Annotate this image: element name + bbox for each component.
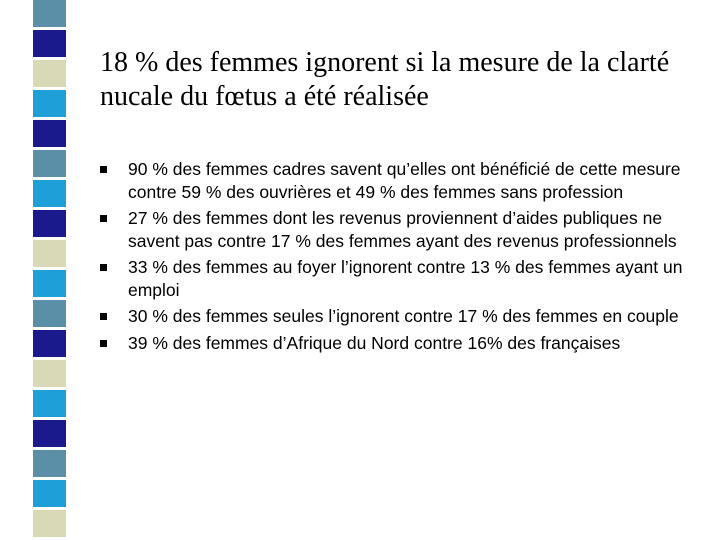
decorative-stripe: [0, 0, 66, 540]
stripe-block-fill: [33, 510, 66, 537]
stripe-block-fill: [33, 330, 66, 357]
bullet-item: [100, 256, 710, 301]
bullet-item: [100, 332, 710, 355]
bullet-item: [100, 305, 710, 328]
bullet-item: [100, 207, 710, 252]
stripe-block: [0, 450, 66, 480]
stripe-block: [0, 210, 66, 240]
stripe-block: [0, 150, 66, 180]
stripe-block: [0, 60, 66, 90]
square-bullet-icon: [100, 166, 107, 173]
stripe-block-fill: [33, 420, 66, 447]
stripe-block: [0, 270, 66, 300]
stripe-block: [0, 390, 66, 420]
bullet-text: 33 % des femmes au foyer l’ignorent contre 13 % des femmes ayant un emploi: [128, 257, 683, 300]
stripe-block: [0, 240, 66, 270]
stripe-block-fill: [33, 480, 66, 507]
stripe-block: [0, 0, 66, 30]
square-bullet-icon: [100, 340, 107, 347]
stripe-block-fill: [33, 30, 66, 57]
stripe-block-fill: [33, 390, 66, 417]
stripe-block-fill: [33, 450, 66, 477]
square-bullet-icon: [100, 264, 107, 271]
stripe-block-fill: [33, 270, 66, 297]
stripe-block-fill: [33, 0, 66, 27]
stripe-block: [0, 420, 66, 450]
stripe-block-fill: [33, 240, 66, 267]
bullet-text: 90 % des femmes cadres savent qu’elles ont bénéficié de cette mesure contre 59 % des ouvrières et 49 % des femmes sans profession: [128, 159, 681, 202]
stripe-block: [0, 510, 66, 540]
stripe-block-fill: [33, 150, 66, 177]
stripe-block-fill: [33, 210, 66, 237]
square-bullet-icon: [100, 215, 107, 222]
stripe-block-fill: [33, 120, 66, 147]
stripe-block: [0, 180, 66, 210]
stripe-block: [0, 30, 66, 60]
stripe-block: [0, 480, 66, 510]
stripe-block: [0, 120, 66, 150]
stripe-block: [0, 330, 66, 360]
stripe-block-fill: [33, 360, 66, 387]
bullet-item: [100, 158, 710, 203]
stripe-block-fill: [33, 180, 66, 207]
bullet-text: 27 % des femmes dont les revenus proviennent d’aides publiques ne savent pas contre 17 % des femmes ayant des revenus professionnels: [128, 208, 677, 251]
bullet-text: 39 % des femmes d’Afrique du Nord contre 16% des françaises: [128, 332, 621, 353]
stripe-block: [0, 300, 66, 330]
bullet-text: 30 % des femmes seules l’ignorent contre 17 % des femmes en couple: [128, 306, 679, 326]
stripe-block-fill: [33, 300, 66, 327]
stripe-block: [0, 360, 66, 390]
stripe-block-fill: [33, 60, 66, 87]
square-bullet-icon: [100, 313, 107, 320]
bullet-list: [100, 158, 710, 358]
slide-title: 18 % des femmes ignorent si la mesure de la clarté nucale du fœtus a été réalisée: [100, 47, 670, 112]
stripe-block: [0, 90, 66, 120]
stripe-block-fill: [33, 90, 66, 117]
